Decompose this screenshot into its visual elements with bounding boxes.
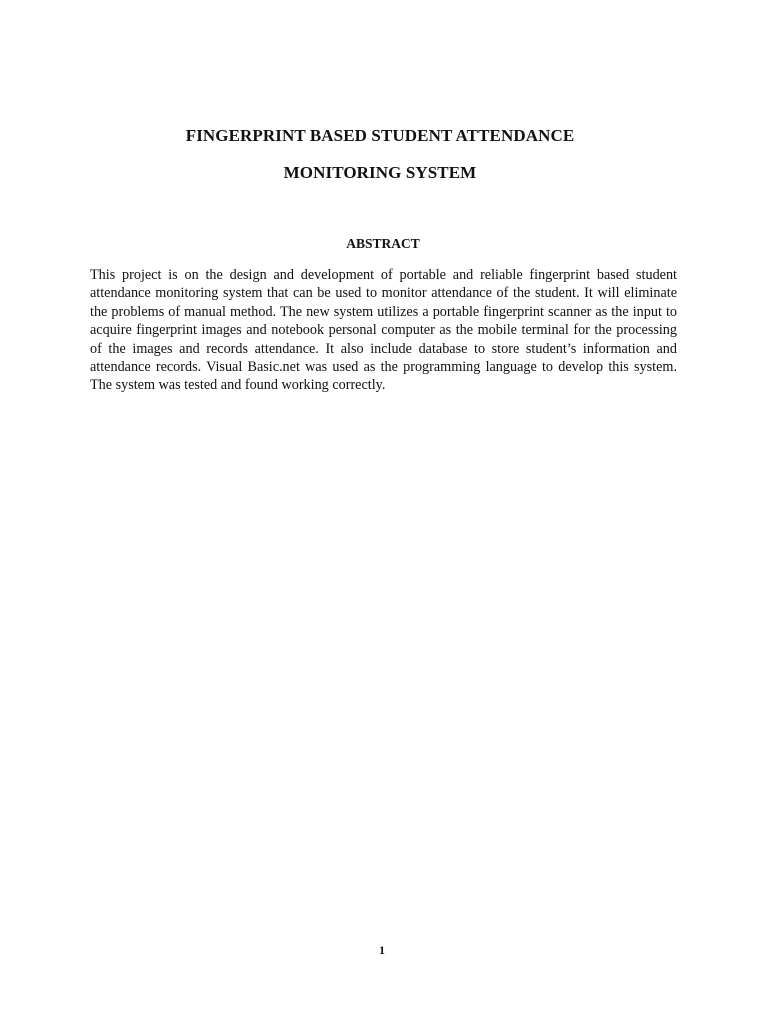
page-number: 1 (379, 943, 385, 957)
document-title-line-2: MONITORING SYSTEM (283, 163, 477, 182)
abstract-paragraph: This project is on the design and development of portable and reliable fingerprint based student attendance monitoring system that can be used to monitor attendance of the student. It will eliminate the problems of manual method. The new system utilizes a portable fingerprint scanner as the input to acquire fingerprint images and notebook personal computer as the mobile terminal for the processing of the images and records attendance. It also include database to store student’s information and attendance records. Visual Basic.net was used as the programming language to develop this system. The system was tested and found working correctly. (90, 267, 677, 394)
document-title-line-1: FINGERPRINT BASED STUDENT ATTENDANCE (185, 126, 575, 145)
abstract-heading: ABSTRACT (346, 236, 420, 251)
